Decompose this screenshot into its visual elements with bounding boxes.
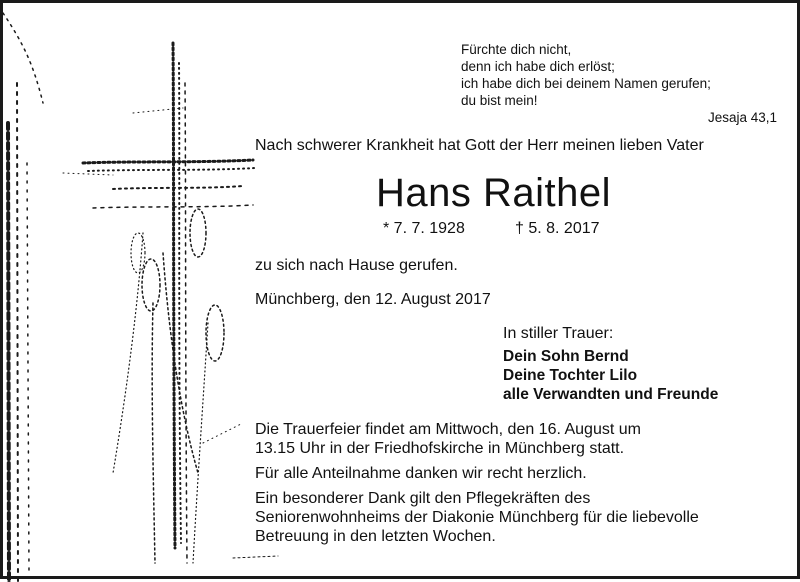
place-date: Münchberg, den 12. August 2017 — [255, 291, 491, 308]
special-thanks-line: Seniorenwohnheims der Diakonie Münchberg für die liebevolle — [255, 509, 699, 526]
quote-reference: Jesaja 43,1 — [707, 110, 777, 125]
service-line: 13.15 Uhr in der Friedhofskirche in Münchberg statt. — [255, 440, 625, 457]
service-info — [255, 420, 785, 458]
thanks-text: Für alle Anteilnahme danken wir recht herzlich. — [255, 465, 587, 482]
special-thanks-line: Ein besonderer Dank gilt den Pflegekräften des — [255, 490, 591, 507]
quote-line: ich habe dich bei deinem Namen gerufen; — [461, 76, 711, 91]
death-date: † 5. 8. 2017 — [515, 220, 600, 237]
birth-date: * 7. 7. 1928 — [383, 220, 465, 237]
special-thanks — [255, 489, 785, 546]
quote-line: du bist mein! — [461, 93, 538, 108]
mourner-name: Deine Tochter Lilo — [503, 367, 638, 384]
deceased-name: Hans Raithel — [376, 171, 612, 215]
mourner-name: alle Verwandten und Freunde — [503, 386, 719, 403]
service-line: Die Trauerfeier findet am Mittwoch, den 16. August um — [255, 421, 641, 438]
intro-text: Nach schwerer Krankheit hat Gott der Herr meinen lieben Vater — [255, 137, 704, 154]
bible-quote — [461, 41, 777, 126]
special-thanks-line: Betreuung in den letzten Wochen. — [255, 528, 496, 545]
mourner-name: Dein Sohn Bernd — [503, 348, 629, 365]
quote-line: denn ich habe dich erlöst; — [461, 59, 615, 74]
called-home-text: zu sich nach Hause gerufen. — [255, 257, 458, 274]
mourning-label: In stiller Trauer: — [503, 325, 614, 342]
cross-wheat-sketch-icon — [3, 3, 283, 582]
quote-line: Fürchte dich nicht, — [461, 42, 572, 57]
